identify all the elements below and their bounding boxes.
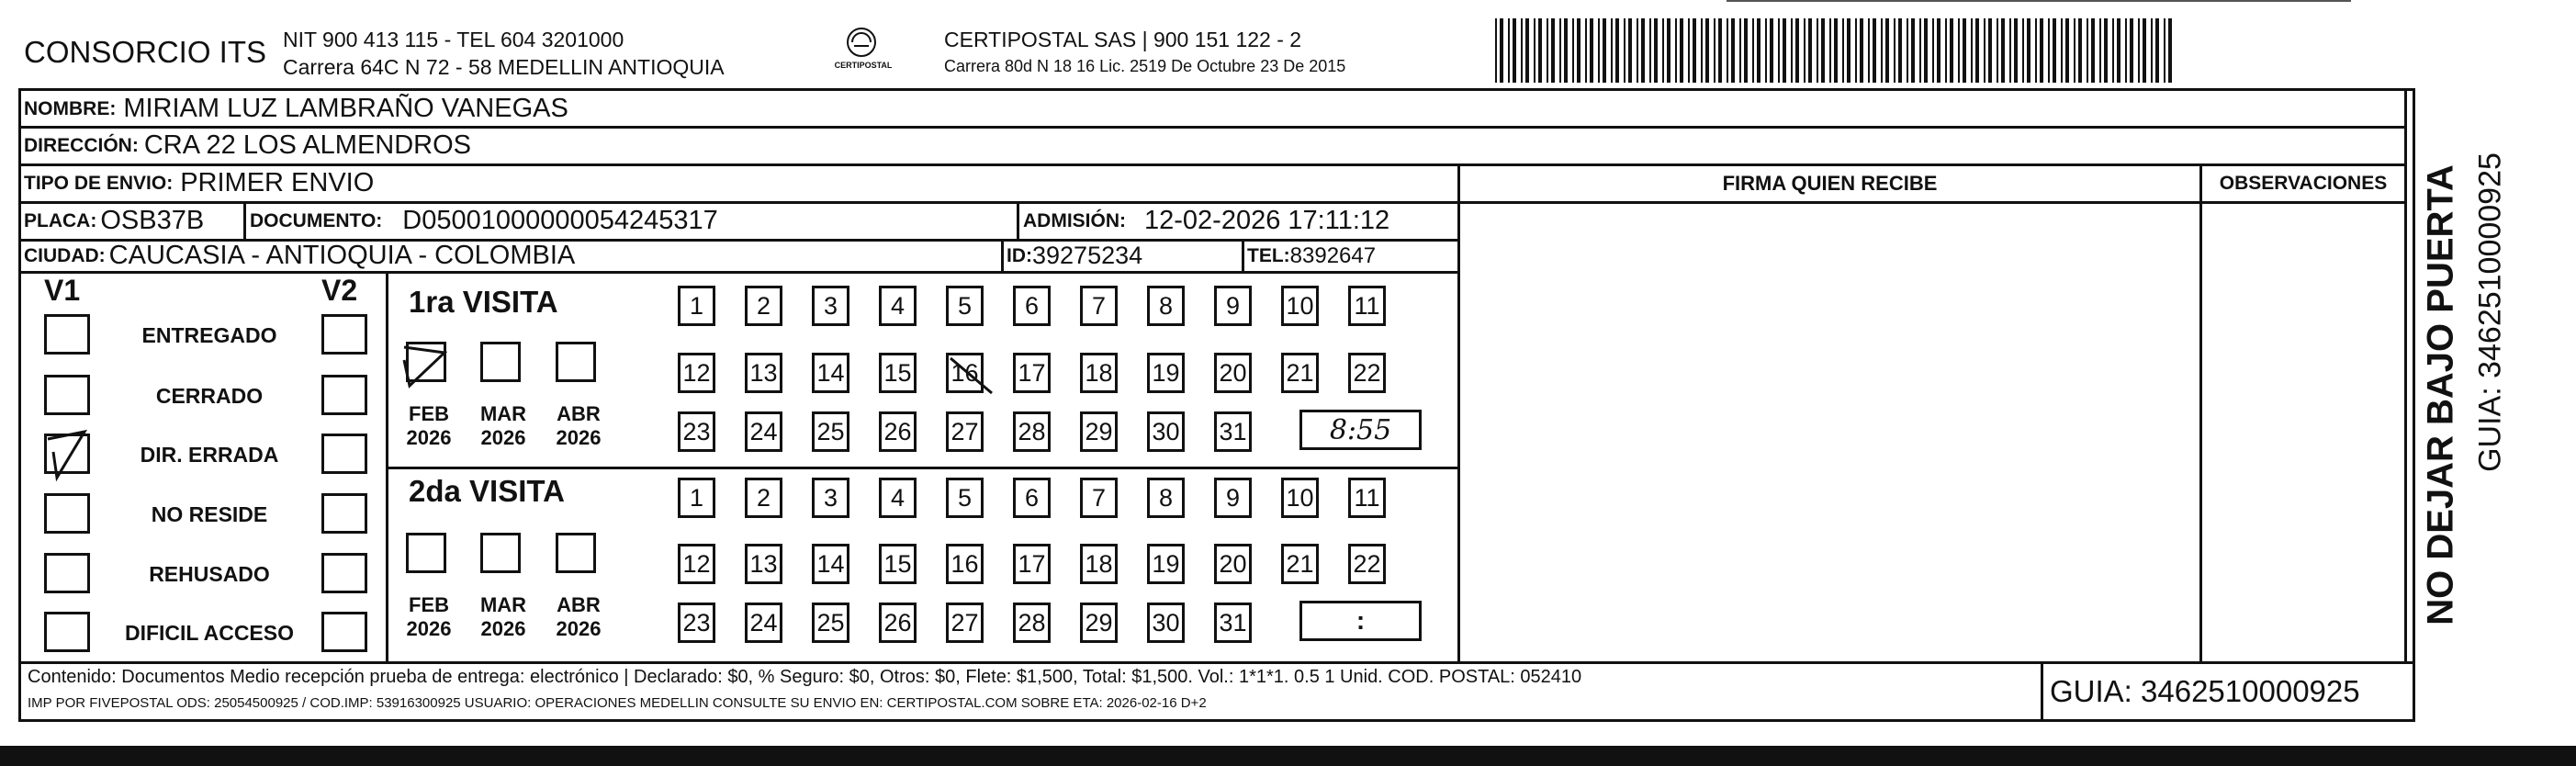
second-visit-day[interactable]: 20 <box>1214 544 1252 584</box>
company-name: CONSORCIO ITS <box>24 35 267 69</box>
placa-value: OSB37B <box>100 206 205 235</box>
scan-shadow <box>0 746 2576 766</box>
footer-guia: GUIA: 3462510000925 <box>2050 674 2360 708</box>
logo-text: CERTIPOSTAL <box>834 61 893 70</box>
second-visit-day[interactable]: 26 <box>879 603 917 643</box>
first-visit-day[interactable]: 24 <box>745 411 782 452</box>
second-visit-day[interactable]: 7 <box>1080 478 1118 518</box>
status-label: DIR. ERRADA <box>140 443 279 467</box>
month-year: 2026 <box>556 426 602 449</box>
first-visit-day[interactable]: 14 <box>812 353 849 393</box>
first-visit-day[interactable]: 22 <box>1348 353 1386 393</box>
documento-label: DOCUMENTO: <box>250 209 383 231</box>
second-visit-day[interactable]: 28 <box>1013 603 1051 643</box>
firma-header: FIRMA QUIEN RECIBE <box>1722 171 1938 195</box>
second-visit-day[interactable]: 21 <box>1281 544 1319 584</box>
month-name: MAR <box>479 593 527 616</box>
second-visit-day[interactable]: 23 <box>678 603 715 643</box>
company-nit: NIT 900 413 115 - TEL 604 3201000 <box>283 28 624 51</box>
second-visit-day[interactable]: 10 <box>1281 478 1319 518</box>
carrier-address: Carrera 80d N 18 16 Lic. 2519 De Octubre 23 De 2015 <box>944 57 1346 75</box>
first-visit-day[interactable]: 23 <box>678 411 715 452</box>
second-visit-day[interactable]: 1 <box>678 478 715 518</box>
second-visit-day[interactable]: 16 <box>946 544 984 584</box>
month-year: 2026 <box>480 617 526 640</box>
first-visit-day[interactable]: 9 <box>1214 286 1252 326</box>
second-visit-day[interactable]: 30 <box>1147 603 1185 643</box>
id-label: ID: <box>1007 244 1032 266</box>
second-visit-day[interactable]: 8 <box>1147 478 1185 518</box>
footer-contenido: Contenido: Documentos Medio recepción prueba de entrega: electrónico | Declarado: $0, % Seguro: $0, Otros: $0, Flete: $1,500, Total: $1,500. Vol.: 1*1*1. 0.5 1 Unid. COD. POSTAL: 052410 <box>28 667 1582 687</box>
month-name: ABR <box>557 593 601 616</box>
month-year: 2026 <box>480 426 526 449</box>
second-visit-day[interactable]: 12 <box>678 544 715 584</box>
first-visit-day[interactable]: 20 <box>1214 353 1252 393</box>
first-visit-day[interactable]: 31 <box>1214 411 1252 452</box>
second-visit-day[interactable]: 4 <box>879 478 917 518</box>
first-visit-title: 1ra VISITA <box>409 285 558 319</box>
first-visit-day[interactable]: 13 <box>745 353 782 393</box>
first-visit-day[interactable]: 26 <box>879 411 917 452</box>
first-visit-day[interactable]: 10 <box>1281 286 1319 326</box>
tel-value: 8392647 <box>1289 242 1377 268</box>
first-visit-day[interactable]: 19 <box>1147 353 1185 393</box>
second-visit-day[interactable]: 19 <box>1147 544 1185 584</box>
second-visit-day[interactable]: 25 <box>812 603 849 643</box>
status-label: CERRADO <box>155 384 264 408</box>
v1-header: V1 <box>44 274 81 307</box>
month-year: 2026 <box>406 617 452 640</box>
first-visit-day[interactable]: 4 <box>879 286 917 326</box>
v2-header: V2 <box>321 274 358 307</box>
month-year: 2026 <box>556 617 602 640</box>
placa-label: PLACA: <box>24 209 97 231</box>
first-visit-day[interactable]: 1 <box>678 286 715 326</box>
second-visit-day[interactable]: 17 <box>1013 544 1051 584</box>
second-visit-day[interactable]: 31 <box>1214 603 1252 643</box>
side-guia: GUIA: 3462510000925 <box>2472 152 2508 472</box>
first-visit-day[interactable]: 11 <box>1348 286 1386 326</box>
first-visit-day[interactable]: 12 <box>678 353 715 393</box>
second-visit-day[interactable]: 9 <box>1214 478 1252 518</box>
documento-value: D05001000000054245317 <box>402 206 718 235</box>
ciudad-value: CAUCASIA - ANTIOQUIA - COLOMBIA <box>108 241 576 270</box>
month-name: ABR <box>557 402 601 425</box>
nombre-value: MIRIAM LUZ LAMBRAÑO VANEGAS <box>123 94 568 123</box>
status-label: NO RESIDE <box>151 502 268 526</box>
first-visit-day[interactable]: 8 <box>1147 286 1185 326</box>
first-visit-day[interactable]: 21 <box>1281 353 1319 393</box>
carrier-name: CERTIPOSTAL SAS | 900 151 122 - 2 <box>944 28 1302 51</box>
second-visit-day[interactable]: 5 <box>946 478 984 518</box>
tipo-label: TIPO DE ENVIO: <box>24 172 174 194</box>
observaciones-header: OBSERVACIONES <box>2219 172 2388 194</box>
first-visit-day[interactable]: 28 <box>1013 411 1051 452</box>
admision-label: ADMISIÓN: <box>1023 209 1126 231</box>
first-visit-day[interactable]: 16 <box>946 353 984 393</box>
first-visit-day[interactable]: 17 <box>1013 353 1051 393</box>
second-visit-day[interactable]: 11 <box>1348 478 1386 518</box>
month-year: 2026 <box>406 426 452 449</box>
month-name: FEB <box>409 593 449 616</box>
second-visit-day[interactable]: 6 <box>1013 478 1051 518</box>
id-value: 39275234 <box>1032 242 1143 269</box>
ciudad-label: CIUDAD: <box>24 244 106 266</box>
first-visit-day[interactable]: 3 <box>812 286 849 326</box>
month-name: FEB <box>409 402 449 425</box>
first-visit-day[interactable]: 2 <box>745 286 782 326</box>
second-visit-day[interactable]: 13 <box>745 544 782 584</box>
first-visit-day[interactable]: 5 <box>946 286 984 326</box>
admision-value: 12-02-2026 17:11:12 <box>1144 206 1390 235</box>
month-name: MAR <box>479 402 527 425</box>
first-visit-day[interactable]: 6 <box>1013 286 1051 326</box>
nombre-label: NOMBRE: <box>24 97 117 119</box>
first-visit-day[interactable]: 18 <box>1080 353 1118 393</box>
first-visit-day[interactable]: 29 <box>1080 411 1118 452</box>
second-visit-day[interactable]: 15 <box>879 544 917 584</box>
no-dejar-text: NO DEJAR BAJO PUERTA <box>2420 164 2461 625</box>
second-visit-day[interactable]: 18 <box>1080 544 1118 584</box>
second-visit-day[interactable]: 14 <box>812 544 849 584</box>
time-second-value: : <box>1355 606 1366 635</box>
direccion-label: DIRECCIÓN: <box>24 134 139 156</box>
footer-imp: IMP POR FIVEPOSTAL ODS: 25054500925 / COD.IMP: 53916300925 USUARIO: OPERACIONES MEDELLIN CONSULTE SU ENVIO EN: CERTIPOSTAL.COM SOBRE ETA: 2026-02-16 D+2 <box>28 695 1207 711</box>
tipo-value: PRIMER ENVIO <box>180 168 375 197</box>
status-label: DIFICIL ACCESO <box>124 621 294 645</box>
direccion-value: CRA 22 LOS ALMENDROS <box>143 130 472 160</box>
time-first-value: 8:55 <box>1329 413 1392 446</box>
status-label: ENTREGADO <box>141 323 277 347</box>
company-address: Carrera 64C N 72 - 58 MEDELLIN ANTIOQUIA <box>283 55 725 79</box>
first-visit-day[interactable]: 15 <box>879 353 917 393</box>
first-visit-day[interactable]: 30 <box>1147 411 1185 452</box>
tel-label: TEL: <box>1247 244 1290 266</box>
second-visit-day[interactable]: 2 <box>745 478 782 518</box>
first-visit-day[interactable]: 27 <box>946 411 984 452</box>
second-visit-day[interactable]: 3 <box>812 478 849 518</box>
first-visit-day[interactable]: 25 <box>812 411 849 452</box>
second-visit-day[interactable]: 24 <box>745 603 782 643</box>
second-visit-day[interactable]: 27 <box>946 603 984 643</box>
second-visit-day[interactable]: 22 <box>1348 544 1386 584</box>
status-label: REHUSADO <box>149 562 270 586</box>
first-visit-day[interactable]: 7 <box>1080 286 1118 326</box>
second-visit-day[interactable]: 29 <box>1080 603 1118 643</box>
second-visit-title: 2da VISITA <box>409 474 565 508</box>
